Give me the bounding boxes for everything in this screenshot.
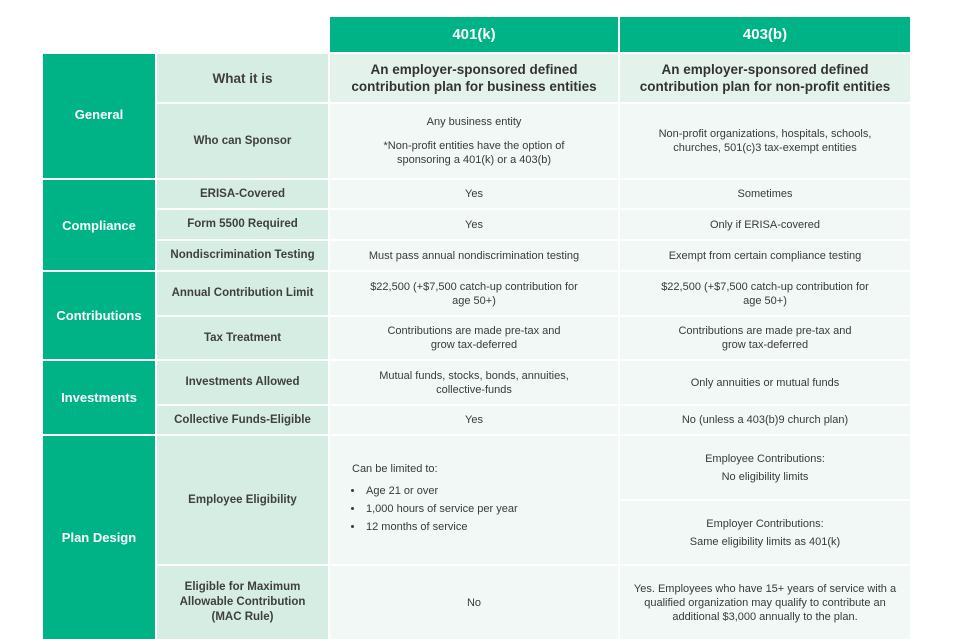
eligibility-intro: Can be limited to:: [352, 463, 438, 475]
column-header-403b: [620, 17, 910, 52]
row-label-annual-limit: Annual Contribution Limit: [157, 272, 328, 315]
row-label-erisa-covered: ERISA-Covered: [157, 180, 328, 208]
list-item: • Age 21 or over: [364, 484, 518, 498]
row-label-investments-allowed: Investments Allowed: [157, 361, 328, 404]
list-item: • 1,000 hours of service per year: [364, 502, 518, 516]
category-contributions-label: Contributions: [56, 308, 142, 323]
cell-403b-investments-allowed: Only annuities or mutual funds: [620, 361, 910, 404]
employer-contributions-title: Employer Contributions:: [706, 517, 824, 530]
category-investments: [43, 361, 155, 434]
cell-401k-what-it-is: An employer-sponsored defined contribution plan for business entities: [330, 54, 618, 102]
employee-contributions-title: Employee Contributions:: [705, 452, 825, 465]
employee-contributions-text: No eligibility limits: [721, 470, 809, 483]
row-label-who-can-sponsor: Who can Sponsor: [157, 104, 328, 178]
category-plan-design-label: Plan Design: [61, 530, 137, 545]
row-label-form-5500: Form 5500 Required: [157, 210, 328, 239]
cell-401k-nondiscrimination: Must pass annual nondiscrimination testing: [330, 241, 618, 270]
row-label-mac-rule: Eligible for Maximum Allowable Contribution (MAC Rule): [157, 566, 328, 639]
employer-contributions-text: Same eligibility limits as 401(k): [689, 535, 841, 548]
list-item: • 12 months of service: [364, 520, 518, 534]
row-label-tax-treatment: Tax Treatment: [157, 317, 328, 359]
column-header-403b-label: 403(b): [742, 26, 788, 43]
category-investments-label: Investments: [61, 390, 137, 405]
cell-401k-erisa: Yes: [330, 180, 618, 208]
category-general-label: General: [74, 106, 124, 122]
cell-401k-employee-eligibility: [330, 436, 618, 564]
row-label-what-it-is: What it is: [157, 54, 328, 102]
cell-401k-sponsor-note: *Non-profit entities have the option of sponsoring a 401(k) or a 403(b): [383, 140, 565, 166]
category-plan-design: [43, 436, 155, 639]
row-label-collective-funds: Collective Funds-Eligible: [157, 406, 328, 434]
cell-403b-mac-rule: Yes. Employees who have 15+ years of service with a qualified organization may qualify to contribute an additional $3,000 annually to the plan.: [620, 566, 910, 639]
cell-403b-tax-treatment: Contributions are made pre-tax and grow tax-deferred: [620, 317, 910, 359]
cell-401k-investments-allowed: Mutual funds, stocks, bonds, annuities, collective-funds: [330, 361, 618, 404]
cell-403b-annual-limit: $22,500 (+$7,500 catch-up contribution for age 50+): [620, 272, 910, 315]
cell-401k-who-can-sponsor: [330, 104, 618, 178]
cell-403b-employer-contributions: [620, 501, 910, 564]
cell-401k-form-5500: Yes: [330, 210, 618, 239]
cell-401k-tax-treatment: Contributions are made pre-tax and grow tax-deferred: [330, 317, 618, 359]
cell-401k-collective-funds: Yes: [330, 406, 618, 434]
category-compliance: [43, 180, 155, 270]
cell-401k-mac-rule: No: [330, 566, 618, 639]
cell-403b-erisa: Sometimes: [620, 180, 910, 208]
row-label-nondiscrimination: Nondiscrimination Testing: [157, 241, 328, 270]
cell-401k-annual-limit: $22,500 (+$7,500 catch-up contribution for age 50+): [330, 272, 618, 315]
cell-403b-collective-funds: No (unless a 403(b)9 church plan): [620, 406, 910, 434]
column-header-401k-label: 401(k): [452, 26, 496, 43]
cell-401k-sponsor-line1: Any business entity: [426, 116, 522, 128]
cell-403b-employee-contributions: [620, 436, 910, 499]
cell-403b-nondiscrimination: Exempt from certain compliance testing: [620, 241, 910, 270]
eligibility-list: [352, 484, 518, 538]
cell-403b-form-5500: Only if ERISA-covered: [620, 210, 910, 239]
row-label-employee-eligibility: Employee Eligibility: [157, 436, 328, 564]
category-compliance-label: Compliance: [62, 217, 136, 233]
category-general: [43, 54, 155, 178]
column-header-401k: [330, 17, 618, 52]
cell-403b-what-it-is: An employer-sponsored defined contribution plan for non-profit entities: [620, 54, 910, 102]
category-contributions: [43, 272, 155, 359]
cell-403b-who-can-sponsor: Non-profit organizations, hospitals, schools, churches, 501(c)3 tax-exempt entities: [620, 104, 910, 178]
